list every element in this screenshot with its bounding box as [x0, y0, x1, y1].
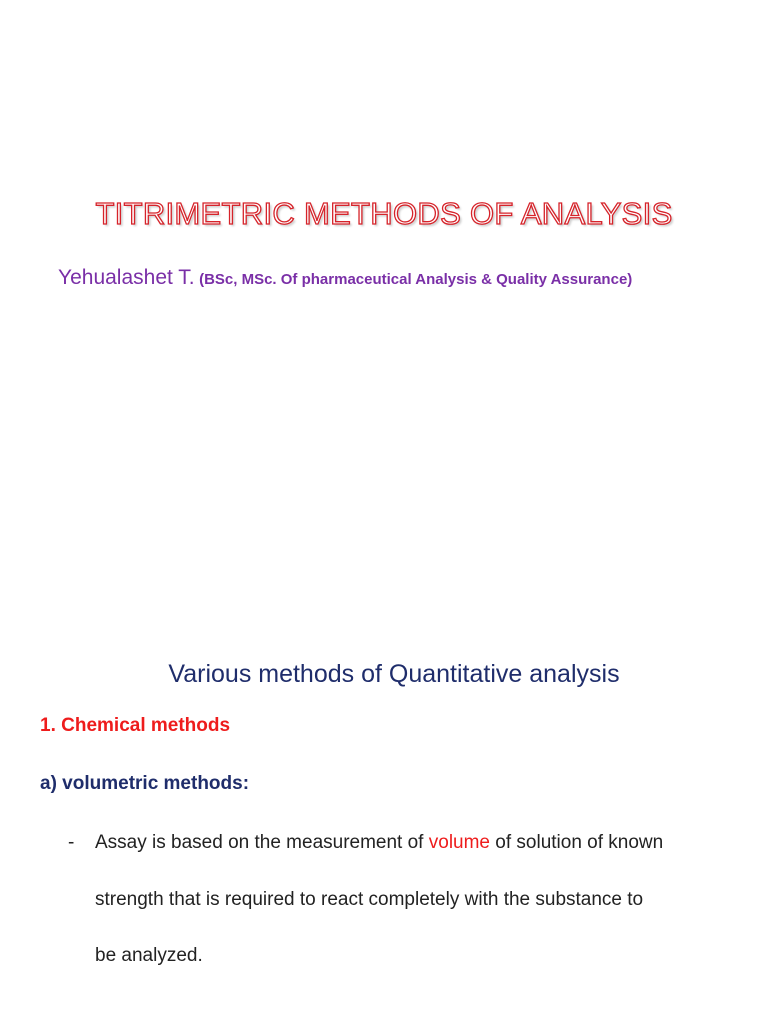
- highlight-word: volume: [428, 832, 490, 853]
- section-heading: 1. Chemical methods: [40, 715, 231, 736]
- subsection-heading: a) volumetric methods:: [40, 773, 250, 794]
- bullet-marker: -: [68, 832, 75, 853]
- author-line: [58, 266, 632, 290]
- bullet-text-after: of solution of known: [495, 832, 664, 853]
- bullet-line-2: strength that is required to react completely with the substance to: [95, 889, 644, 910]
- author-name: Yehualashet T.: [58, 266, 195, 289]
- bullet-text-before: Assay is based on the measurement of: [95, 832, 424, 853]
- slide-heading: Various methods of Quantitative analysis: [168, 660, 620, 688]
- slide-title-text: TITRIMETRIC METHODS OF ANALYSIS: [95, 196, 673, 231]
- slide-methods: [0, 600, 768, 1024]
- bullet-line-3: be analyzed.: [95, 945, 203, 966]
- author-credentials: (BSc, MSc. Of pharmaceutical Analysis & Quality Assurance): [199, 271, 633, 288]
- bullet-line-1: [95, 832, 663, 854]
